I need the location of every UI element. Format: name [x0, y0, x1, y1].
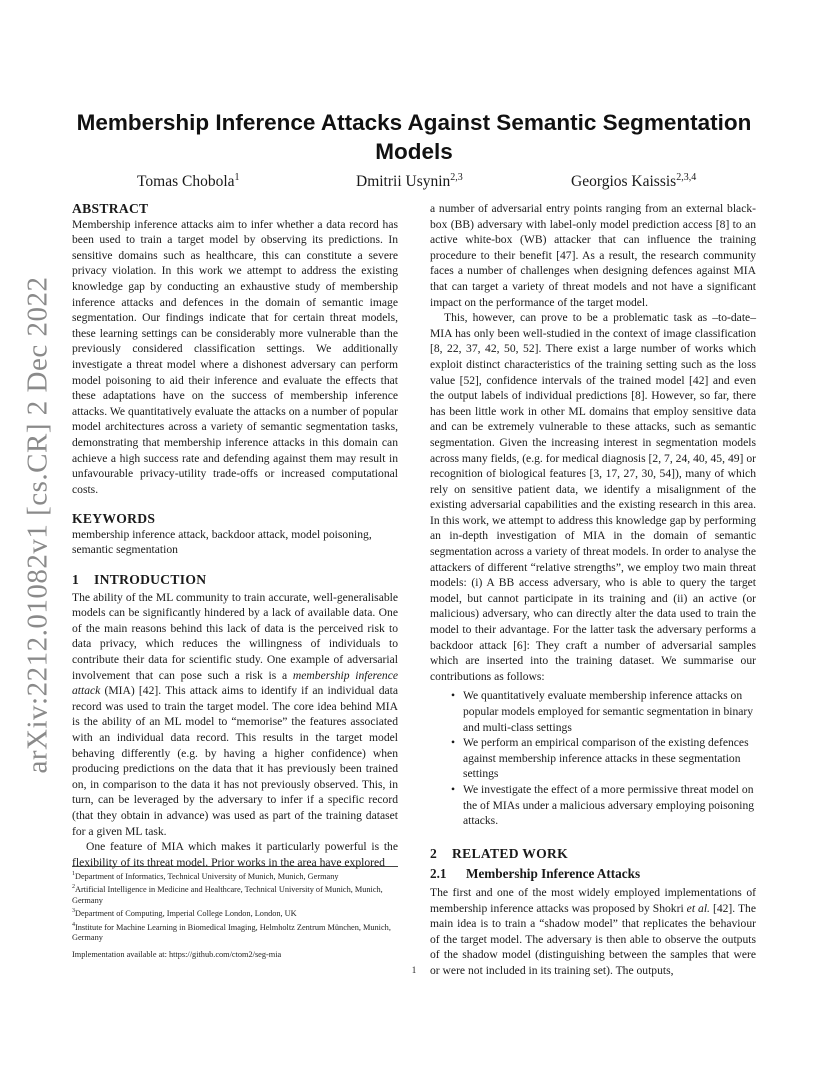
intro-paragraph-2: One feature of MIA which makes it particularly powerful is the flexibility of its threat model. Prior works in the area have explored — [72, 840, 398, 869]
keywords-heading: KEYWORDS — [72, 511, 156, 527]
paper-title: Membership Inference Attacks Against Semantic Segmentation Models — [76, 110, 752, 164]
subsection-heading — [430, 866, 756, 882]
intro-heading — [72, 572, 398, 588]
left-column — [72, 201, 398, 870]
abstract-text: Membership inference attacks aim to infer whether a data record has been used to train a target model by observing its predictions. In sensitive domains such as healthcare, this can constitute a severe privacy violation. In this work we attempt to address the existing knowledge gap by conducting an exhaustive study of membership inference attacks and defences in the domain of semantic image segmentation. Our findings indicate that for certain threat models, these learning settings can be considerably more vulnerable than the previously considered classification settings. We additionally investigate a threat model where a dishonest adversary can perform model poisoning to aid their inference and evaluate the effects that these adaptations have on the success of membership inference attacks. We quantitatively evaluate the attacks on a number of popular model architectures across a variety of semantic segmentation tasks, demonstrating that membership inference attacks in this domain can achieve a high success rate and defending against them may result in unfavourable privacy-utility trade-offs or increased computational costs. — [72, 217, 398, 496]
contributions-list — [430, 688, 756, 828]
footnote: $^3$Department of Computing, Imperial College London, London, UK — [72, 908, 297, 919]
footnotes — [72, 869, 402, 944]
section-title: INTRODUCTION — [94, 572, 207, 588]
footnote: $^2$Artificial Intelligence in Medicine and Healthcare, Technical University of Munich, Munich, Germany — [72, 884, 383, 905]
footnote: $^1$Department of Informatics, Technical University of Munich, Munich, Germany — [72, 871, 339, 881]
footnote: $^4$Institute for Machine Learning in Biomedical Imaging, Helmholtz Zentrum München, Munich, Germany — [72, 921, 391, 943]
right-column — [430, 201, 756, 979]
emphasis: membership inference attack — [72, 668, 398, 698]
author-1 — [137, 172, 240, 191]
section-number: 1 — [72, 572, 80, 588]
subsection-number: 2.1 — [430, 866, 447, 882]
author-affiliation: 1 — [234, 172, 240, 183]
list-item: • We quantitatively evaluate membership inference attacks on popular models employed for semantic segmentation in binary and multi-class settings — [463, 688, 756, 735]
keywords-text: membership inference attack, backdoor attack, model poisoning, semantic segmentation — [72, 527, 372, 557]
section-number: 2 — [430, 845, 438, 861]
author-name: Tomas Chobola — [137, 173, 235, 191]
intro-paragraph-3: This, however, can prove to be a problematic task as –to-date– MIA has only been well-studied in the context of image classification [8, 22, 37, 42, 50, 52]. There exist a large number of works which exploit distinct characteristics of the training setting such as the loss value [52], confidence intervals of the trained model [42] and even the output labels of individual predictions [8]. However, so far, there has been little work in other ML domains that employ sensitive data and can be extremely vulnerable to these attacks, such as semantic segmentation. Given the increasing interest in segmentation models across many fields, (e.g. for medical diagnosis [2, 7, 24, 40, 45, 49] or recognition of biological features [3, 17, 27, 30, 54]), many of which rely on sensitive patient data, we identify a misalignment of the existing adversarial capabilities and the existing research in this area. In this work, we attempt to address this knowledge gap by performing an in-depth investigation of MIA in the domain of semantic segmentation across a variety of threat models. In order to analyse the attackers of different “relative strengths”, we employ two main threat models: (i) A BB access adversary, who is able to query the target model, but cannot participate in its training and (ii) an active (or malicious) adversary, who can directly alter the data used to train the model to their advantage. For the latter task the adversary performs a backdoor attack [6]: They craft a number of adversarial samples which are inserted into the training dataset. We summarise our contributions as follows: — [430, 311, 756, 683]
abstract-heading: ABSTRACT — [72, 201, 149, 216]
list-item: • We perform an empirical comparison of the existing defences against membership inference attacks in these segmentation settings — [463, 735, 756, 782]
author-name: Dmitrii Usynin — [356, 173, 451, 191]
implementation-link: Implementation available at: https://github.com/ctom2/seg-mia — [72, 950, 282, 959]
related-paragraph: The first and one of the most widely employed implementations of membership inference attacks was proposed by Shokri et al. [42]. The main idea is to train a “shadow model” that replicates the behaviour of the target model. The adversary is then able to observe the outputs of the shadow model (distinguishing between the samples that were or were not included in its training set). The outputs, — [430, 885, 756, 977]
subsection-title: Membership Inference Attacks — [466, 866, 641, 882]
author-3 — [571, 172, 696, 191]
page-number: 1 — [411, 965, 417, 975]
author-2 — [356, 172, 463, 191]
arxiv-stamp — [18, 276, 58, 774]
emphasis: et al. — [686, 901, 710, 915]
intro-paragraph-1: The ability of the ML community to train accurate, well-generalisable models can be significantly hindered by a lack of available data. One of the main reasons behind this lack of data is the perceived risk to data privacy, which reduces the willingness of individuals to contribute their data for scientific study. One example of adversarial involvement that can pose such a risk is a membership inference attack (MIA) [42]. This attack aims to identify if an individual data record was used to train the target model. The core idea behind MIA is the ability of an ML model to “memorise” the features associated with an individual data record. This results in the target model behaving differently (e.g. by having a higher confidence) when producing predictions on the data that it has previously been trained on, in comparison to the data it has not previously observed. This, in turn, can be leveraged by the adversary to infer if a specific record (that they obtain in advance) was used as part of the training dataset for a given ML task. — [72, 590, 398, 838]
author-affiliation: 2,3 — [450, 172, 463, 183]
intro-paragraph-2-continued: a number of adversarial entry points ranging from an external black-box (BB) adversary with label-only model prediction access [8] to an active white-box (WB) attacker that can influence the training procedure to their benefit [47]. As a result, the research community faces a number of challenges when designing defences against MIA that can target a variety of threat models and not have a significant impact on the performance of the target model. — [430, 202, 756, 309]
footnote-rule — [72, 866, 398, 867]
author-affiliation: 2,3,4 — [676, 172, 697, 183]
section-title: RELATED WORK — [452, 845, 569, 861]
list-item: • We investigate the effect of a more permissive threat model on the of MIAs under a malicious adversary employing poisoning attacks. — [463, 782, 756, 829]
related-work-heading — [430, 846, 756, 862]
arxiv-stamp-text: arXiv:2212.01082v1 [cs.CR] 2 Dec 2022 — [21, 276, 54, 774]
author-name: Georgios Kaissis — [571, 173, 677, 191]
